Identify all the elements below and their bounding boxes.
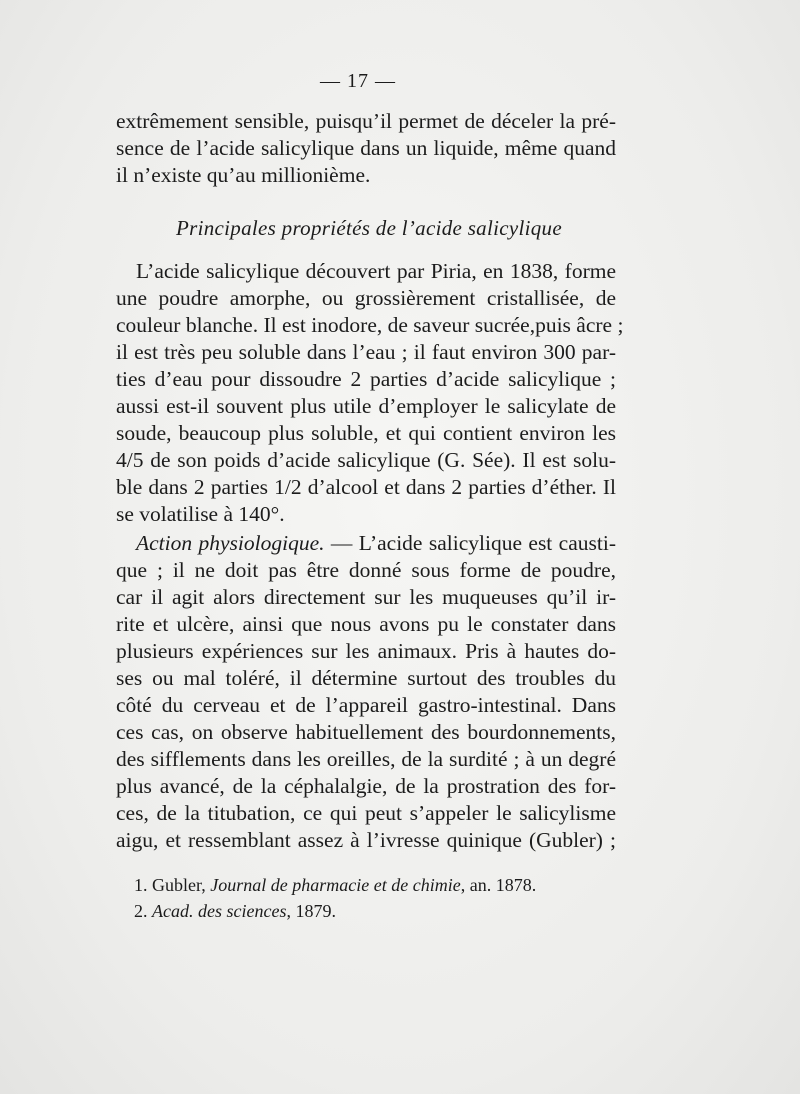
text-line: plus avancé, de la céphalalgie, de la prostration des for- <box>116 774 616 798</box>
text-line: aussi est-il souvent plus utile d’employer le salicylate de <box>116 394 616 418</box>
section-heading: Principales propriétés de l’acide salicylique <box>176 216 562 240</box>
footnote-1-title: Journal de pharmacie et de chimie <box>210 875 461 895</box>
action-paragraph <box>116 530 616 854</box>
footnotes <box>134 872 536 924</box>
text-line: ble dans 2 parties 1/2 d’alcool et dans 2 parties d’éther. Il <box>116 475 616 499</box>
text-line: plusieurs expériences sur les animaux. Pris à hautes do- <box>116 639 616 663</box>
footnote-2 <box>134 898 536 924</box>
text-line: une poudre amorphe, ou grossièrement cristallisée, de <box>116 286 616 310</box>
footnote-1-suffix: , an. 1878. <box>460 875 537 895</box>
text-line: 4/5 de son poids d’acide salicylique (G. Sée). Il est solu- <box>116 448 616 472</box>
text-line: il est très peu soluble dans l’eau ; il faut environ 300 par- <box>116 340 616 364</box>
text-line: car il agit alors directement sur les muqueuses qu’il ir- <box>116 585 616 609</box>
text-line: L’acide salicylique découvert par Piria, en 1838, forme <box>136 259 616 283</box>
action-first-line-rest: — L’acide salicylique est causti- <box>324 531 616 555</box>
footnote-1-prefix: 1. Gubler, <box>134 875 211 895</box>
text-line: aigu, et ressemblant assez à l’ivresse quinique (Gubler) ; <box>116 828 616 852</box>
properties-paragraph <box>116 258 624 528</box>
text-line: soude, beaucoup plus soluble, et qui contient environ les <box>116 421 616 445</box>
text-line: des sifflements dans les oreilles, de la surdité ; à un degré <box>116 747 616 771</box>
text-line: rite et ulcère, ainsi que nous avons pu le constater dans <box>116 612 616 636</box>
text-line: côté du cerveau et de l’appareil gastro-intestinal. Dans <box>116 693 616 717</box>
footnote-2-title: Acad. des sciences <box>152 901 287 921</box>
text-line: ties d’eau pour dissoudre 2 parties d’acide salicylique ; <box>116 367 616 391</box>
footnote-2-suffix: , 1879. <box>286 901 336 921</box>
footnote-1 <box>134 872 536 898</box>
text-line: que ; il ne doit pas être donné sous forme de poudre, <box>116 558 616 582</box>
text-line: il n’existe qu’au millionième. <box>116 163 371 187</box>
text-line: sence de l’acide salicylique dans un liquide, même quand <box>116 136 616 160</box>
footnote-2-prefix: 2. <box>134 901 152 921</box>
text-line: couleur blanche. Il est inodore, de saveur sucrée,puis âcre ; <box>116 313 624 337</box>
text-line: se volatilise à 140°. <box>116 502 285 526</box>
action-label: Action physiologique. <box>136 531 325 555</box>
text-line: ses ou mal toléré, il détermine surtout des troubles du <box>116 666 616 690</box>
text-line: ces cas, on observe habituellement des bourdonnements, <box>116 720 616 744</box>
page-number: — 17 — <box>320 70 396 92</box>
intro-paragraph <box>116 108 616 189</box>
text-line <box>116 530 616 557</box>
text-line: extrêmement sensible, puisqu’il permet de déceler la pré- <box>116 109 616 133</box>
text-line: ces, de la titubation, ce qui peut s’appeler le salicylisme <box>116 801 616 825</box>
